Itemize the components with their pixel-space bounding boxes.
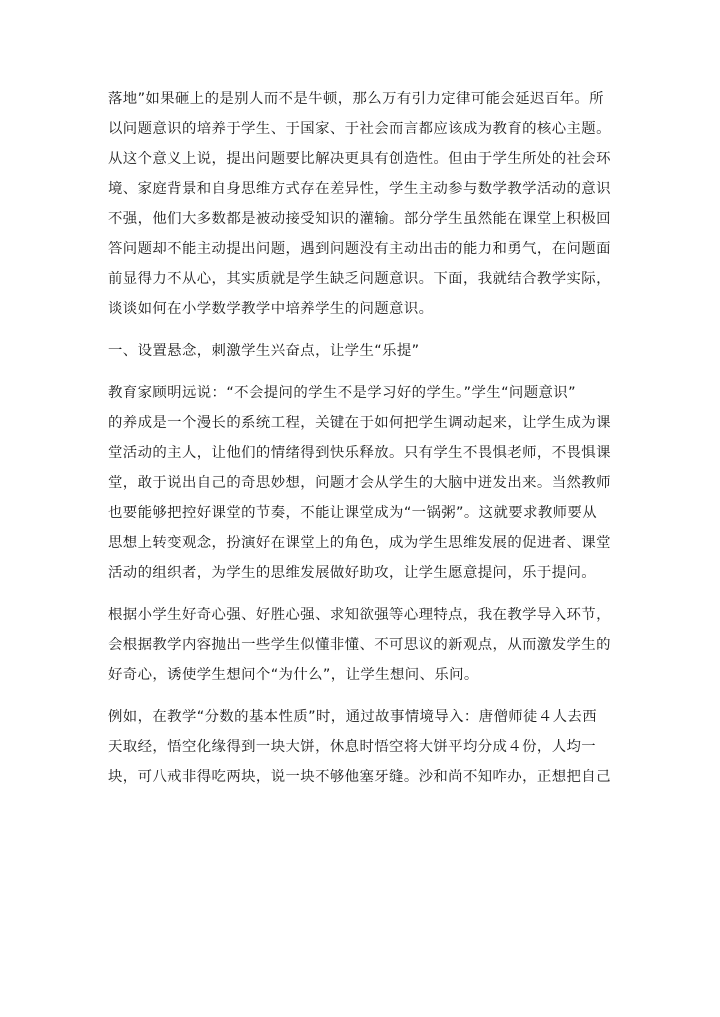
section-heading <box>108 336 608 366</box>
text-line: 前显得力不从心，其实质就是学生缺乏问题意识。下面，我就结合教学实际， <box>108 271 611 287</box>
text-line: 落地”如果砸上的是别人而不是牛顿，那么万有引力定律可能会延迟百年。所 <box>108 91 604 107</box>
paragraph-2 <box>108 378 611 588</box>
text-line: 堂，敢于说出自己的奇思妙想，问题才会从学生的大脑中迸发出来。当然教师 <box>108 475 611 491</box>
text-line: 块，可八戒非得吃两块，说一块不够他塞牙缝。沙和尚不知咋办，正想把自己 <box>108 769 611 785</box>
text-line: 谈谈如何在小学数学教学中培养学生的问题意识。 <box>108 301 434 317</box>
text-line: 例如，在教学“分数的基本性质”时，通过故事情境导入：唐僧师徒４人去西 <box>108 709 598 725</box>
text-line: 的养成是一个漫长的系统工程，关键在于如何把学生调动起来，让学生成为课 <box>108 415 611 431</box>
text-line: 以问题意识的培养于学生、于国家、于社会而言都应该成为教育的核心主题。 <box>108 121 611 137</box>
text-line: 答问题却不能主动提出问题，遇到问题没有主动出击的能力和勇气，在问题面 <box>108 241 611 257</box>
text-line: 境、家庭背景和自身思维方式存在差异性，学生主动参与数学教学活动的意识 <box>108 181 611 197</box>
text-line: 好奇心，诱使学生想问个“为什么”，让学生想问、乐问。 <box>108 667 479 683</box>
text-line: 根据小学生好奇心强、好胜心强、求知欲强等心理特点，我在教学导入环节， <box>108 607 611 623</box>
text-line: 教育家顾明远说：“不会提问的学生不是学习好的学生。”学生“问题意识” <box>108 385 576 401</box>
text-line: 思想上转变观念，扮演好在课堂上的角色，成为学生思维发展的促进者、课堂 <box>108 535 611 551</box>
text-line: 活动的组织者，为学生的思维发展做好助攻，让学生愿意提问，乐于提问。 <box>108 565 597 581</box>
paragraph-3 <box>108 600 611 690</box>
text-line: 不强，他们大多数都是被动接受知识的灌输。部分学生虽然能在课堂上积极回 <box>108 211 611 227</box>
heading-text: 一、设置悬念，刺激学生兴奋点，让学生“乐提” <box>108 343 420 359</box>
text-line: 从这个意义上说，提出问题要比解决更具有创造性。但由于学生所处的社会环 <box>108 151 611 167</box>
text-line: 堂活动的主人，让他们的情绪得到快乐释放。只有学生不畏惧老师，不畏惧课 <box>108 445 611 461</box>
paragraph-1 <box>108 84 611 324</box>
paragraph-4 <box>108 702 611 792</box>
text-line: 也要能够把控好课堂的节奏，不能让课堂成为“一锅粥”。这就要求教师要从 <box>108 505 598 521</box>
text-line: 天取经，悟空化缘得到一块大饼，休息时悟空将大饼平均分成４份，人均一 <box>108 739 597 755</box>
text-line: 会根据教学内容抛出一些学生似懂非懂、不可思议的新观点，从而激发学生的 <box>108 637 611 653</box>
document-body <box>108 84 611 792</box>
